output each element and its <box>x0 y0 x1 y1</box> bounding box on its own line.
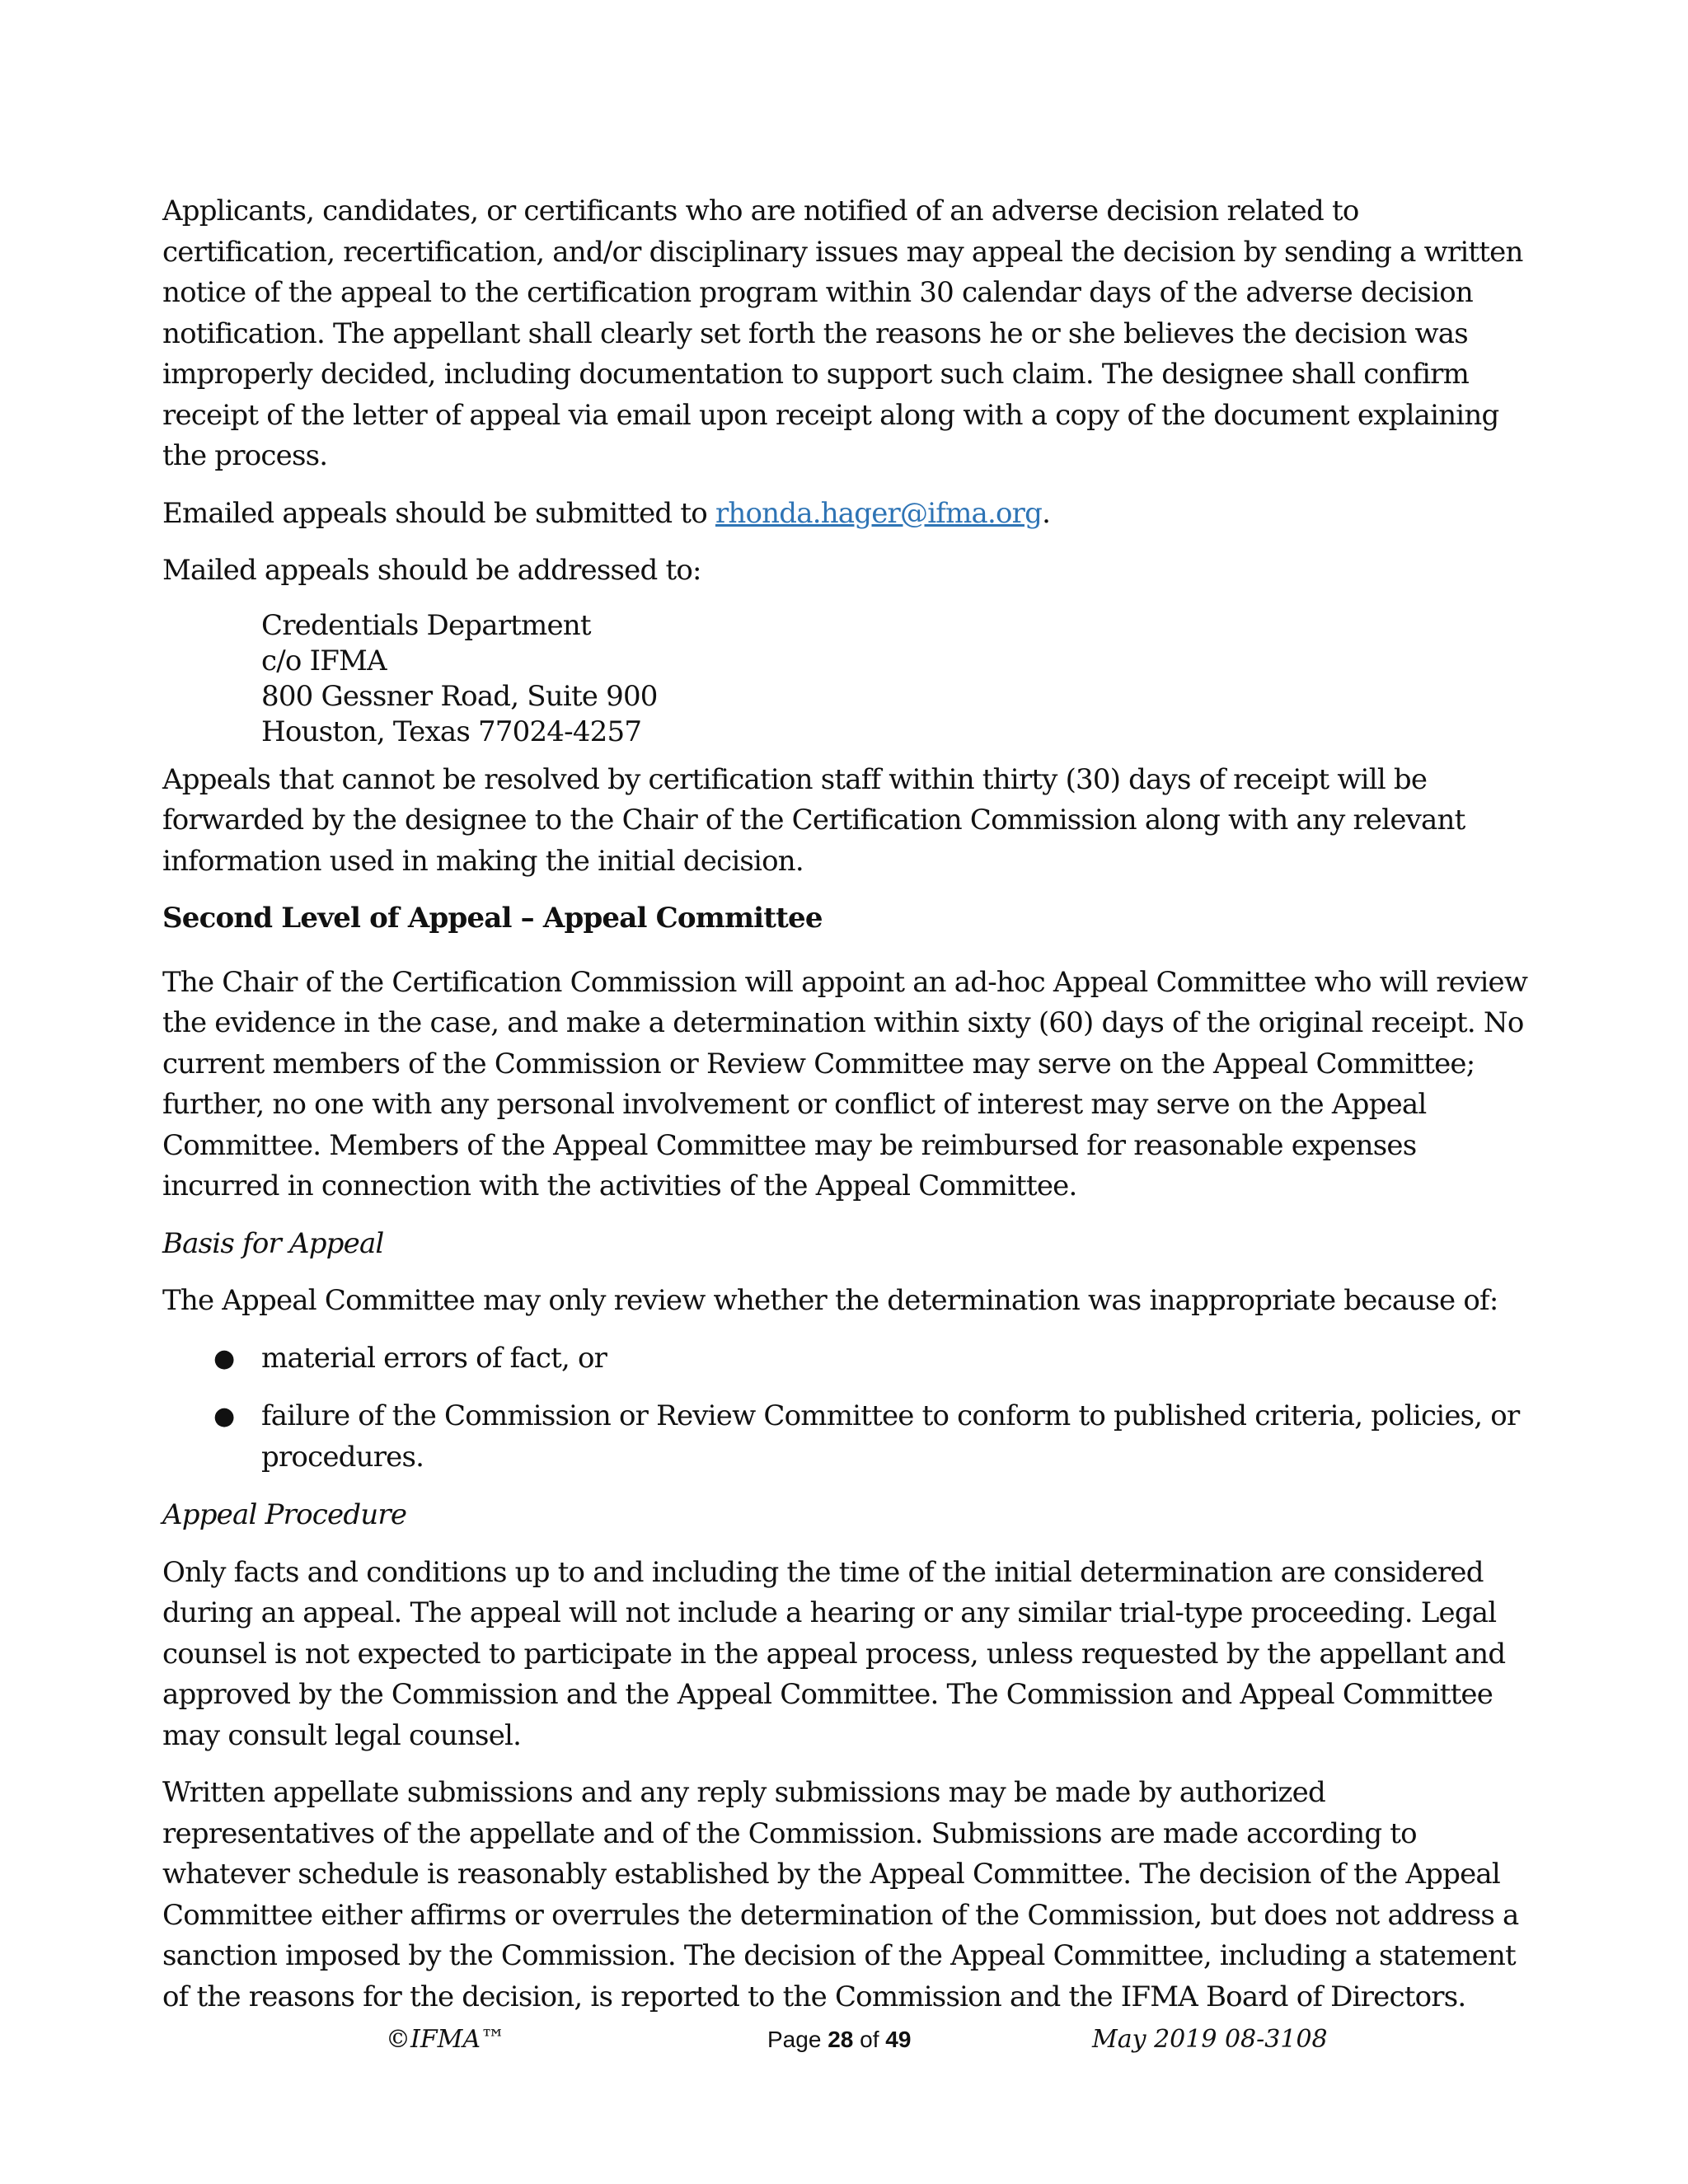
paragraph-email-appeals <box>162 494 1531 535</box>
page-content <box>162 191 1531 2034</box>
email-link[interactable]: rhonda.hager@ifma.org <box>715 496 1043 530</box>
email-suffix: . <box>1042 496 1051 530</box>
footer-date-code: May 2019 08-3108 <box>1092 2025 1328 2054</box>
bullet-icon: ● <box>213 1343 235 1373</box>
bullet-icon: ● <box>213 1402 235 1431</box>
paragraph-procedure: Only facts and conditions up to and including the time of the initial determination are considered during an appeal. The appeal will not include a hearing or any similar trial-type proceeding. Legal counsel is not expected to participate in the appeal process, unless requested by the appellant and approved by the Commission and the Appeal Committee. The Commission and Appeal Committee may consult legal counsel. <box>162 1555 1506 1752</box>
page-current: 28 <box>828 2027 854 2052</box>
address-line-3: 800 Gessner Road, Suite 900 <box>261 679 658 713</box>
paragraph-basis: The Appeal Committee may only review whether the determination was inappropriate because of: <box>162 1284 1498 1317</box>
address-line-2: c/o IFMA <box>261 644 387 677</box>
page-word: Page <box>767 2027 822 2052</box>
paragraph-written-submissions: Written appellate submissions and any reply submissions may be made by authorized representatives of the appellate and of the Commission. Submissions are made according to whatever schedule is reasonably established by the Appeal Committee. The decision of the Appeal Committee either affirms or overrules the determination of the Commission, but does not address a sanction imposed by the Commission. The decision of the Appeal Committee, including a statement of the reasons for the decision, is reported to the Commission and the IFMA Board of Directors. <box>162 1776 1519 2013</box>
address-line-4: Houston, Texas 77024-4257 <box>261 715 642 748</box>
of-word: of <box>860 2027 879 2052</box>
basis-bullet-list <box>162 1338 1531 1479</box>
list-item-text: material errors of fact, or <box>261 1341 607 1375</box>
list-item <box>162 1338 1531 1380</box>
email-prefix: Emailed appeals should be submitted to <box>162 496 715 530</box>
list-item-text: failure of the Commission or Review Committee to conform to published criteria, policies, or procedures. <box>261 1399 1520 1474</box>
mailing-address <box>261 608 1531 750</box>
page-footer <box>0 2019 1688 2060</box>
page-total: 49 <box>885 2027 912 2052</box>
subheading-basis-for-appeal: Basis for Appeal <box>162 1226 384 1260</box>
paragraph-mail-intro: Mailed appeals should be addressed to: <box>162 554 701 587</box>
paragraph-appeal-notice: Applicants, candidates, or certificants who are notified of an adverse decision related to certification, recertification, and/or disciplinary issues may appeal the decision by sending a written notice of the appeal to the certification program within 30 calendar days of the adverse decision notification. The appellant shall clearly set forth the reasons he or she believes the decision was improperly decided, including documentation to support such claim. The designee shall confirm receipt of the letter of appeal via email upon receipt along with a copy of the document explaining the process. <box>162 194 1523 472</box>
subheading-appeal-procedure: Appeal Procedure <box>162 1498 407 1531</box>
paragraph-chair-appoints: The Chair of the Certification Commission will appoint an ad-hoc Appeal Committee who will review the evidence in the case, and make a determination within sixty (60) days of the original receipt. No current members of the Commission or Review Committee may serve on the Appeal Committee; further, no one with any personal involvement or conflict of interest may serve on the Appeal Committee. Members of the Appeal Committee may be reimbursed for reasonable expenses incurred in connection with the activities of the Appeal Committee. <box>162 965 1528 1202</box>
section-heading-second-level: Second Level of Appeal – Appeal Committee <box>162 902 823 935</box>
footer-copyright: ©IFMA™ <box>386 2025 506 2054</box>
footer-page-number <box>767 2019 911 2060</box>
paragraph-forwarding: Appeals that cannot be resolved by certification staff within thirty (30) days of receipt will be forwarded by the designee to the Chair of the Certification Commission along with any relevant information used in making the initial decision. <box>162 762 1465 878</box>
address-line-1: Credentials Department <box>261 608 591 642</box>
list-item <box>162 1396 1531 1478</box>
